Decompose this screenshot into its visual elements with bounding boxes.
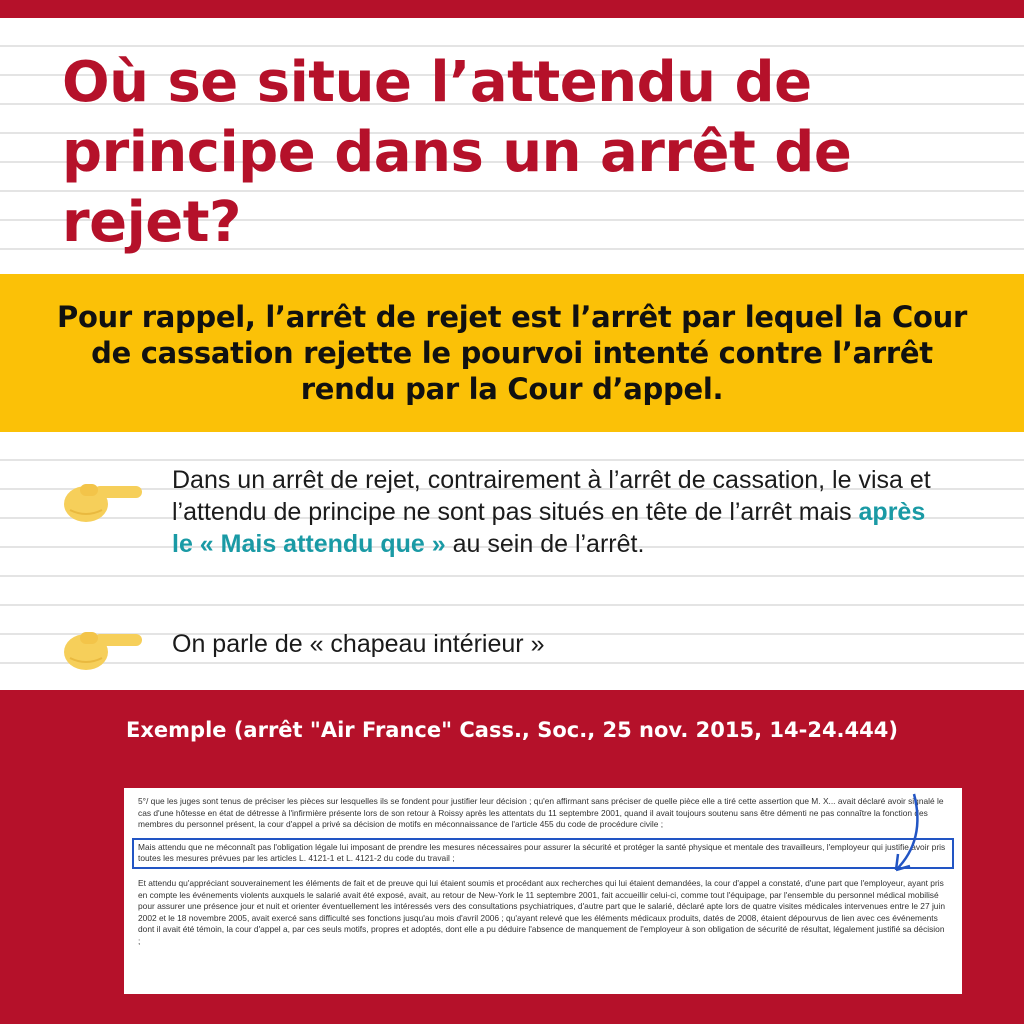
bullet-text: On parle de « chapeau intérieur » bbox=[172, 630, 545, 658]
reminder-text: Pour rappel, l’arrêt de rejet est l’arrêt par lequel la Cour de cassation rejette le pourvoi intenté contre l’arrêt rendu par la Cour d’appel. bbox=[56, 300, 967, 406]
reminder-callout bbox=[0, 274, 1024, 432]
excerpt-paragraph: 5°/ que les juges sont tenus de préciser les pièces sur lesquelles ils se fondent pour justifier leur décision ; qu'en affirmant sans préciser de quelle pièce elle a tiré cette assertion que M. X... avait déclaré avoir signalé le cas d'une hôtesse en état de détresse à l'infirmière présente lors de son retour à Roissy après les attentats du 11 septembre 2001, quand il avait toujours soutenu sans être démenti ne pas connaître la fonction des membres du personnel présent, la cour d'appel a privé sa décision de motifs en méconnaissance de l'article 455 du code de procédure civile ; bbox=[138, 796, 944, 830]
page-title: Où se situe l’attendu de principe dans un arrêt de rejet? bbox=[62, 50, 852, 255]
curved-arrow-icon bbox=[870, 790, 940, 880]
pointing-hand-icon bbox=[60, 618, 146, 678]
highlight-text: après le « Mais attendu que » bbox=[172, 498, 926, 558]
top-bar bbox=[0, 0, 1024, 18]
bullet-text: Dans un arrêt de rejet, contrairement à l’arrêt de cassation, le visa et l’attendu de principe ne sont pas situés en tête de l’arrêt mais après le « Mais attendu que » au sein de l’arrêt. bbox=[172, 466, 931, 558]
excerpt-paragraph: Et attendu qu'appréciant souverainement les éléments de fait et de preuve qui lui étaient soumis et procédant aux recherches qui lui étaient demandées, la cour d'appel a constaté, d'une part que l'employeur, ayant pris en compte les événements violents auxquels le salarié avait été exposé, avait, au retour de New-York le 11 septembre 2001, fait accueillir celui-ci, comme tout l'équipage, par l'ensemble du personnel médical mobilisé pour assurer une présence jour et nuit et orienter éventuellement les intéressés vers des consultations psychiatriques, d'autre part que le salarié, déclaré apte lors de quatre visites médicales intervenues entre le 27 juin 2002 et le 18 novembre 2005, avait exercé sans difficulté ses fonctions jusqu'au mois d'avril 2006 ; qu'ayant relevé que les éléments médicaux produits, datés de 2008, étaient dépourvus de lien avec ces événements dont il avait été témoin, la cour d'appel a, par ces seuls motifs, propres et adoptés, dont elle a pu déduire l'absence de manquement de l'employeur à son obligation de sécurité de résultat, légalement justifié sa décision ; bbox=[138, 877, 945, 946]
pointing-hand-icon bbox=[60, 470, 146, 530]
boxed-principle: Mais attendu que ne méconnaît pas l'obligation légale lui imposant de prendre les mesures nécessaires pour assurer la sécurité et protéger la santé physique et mentale des travailleurs, l'employeur qui justifie avoir pris toutes les mesures prévues par les articles L. 4121-1 et L. 4121-2 du code du travail ; bbox=[132, 838, 954, 869]
decision-excerpt bbox=[124, 788, 962, 994]
example-title: Exemple (arrêt "Air France" Cass., Soc., 25 nov. 2015, 14-24.444) bbox=[126, 718, 898, 742]
